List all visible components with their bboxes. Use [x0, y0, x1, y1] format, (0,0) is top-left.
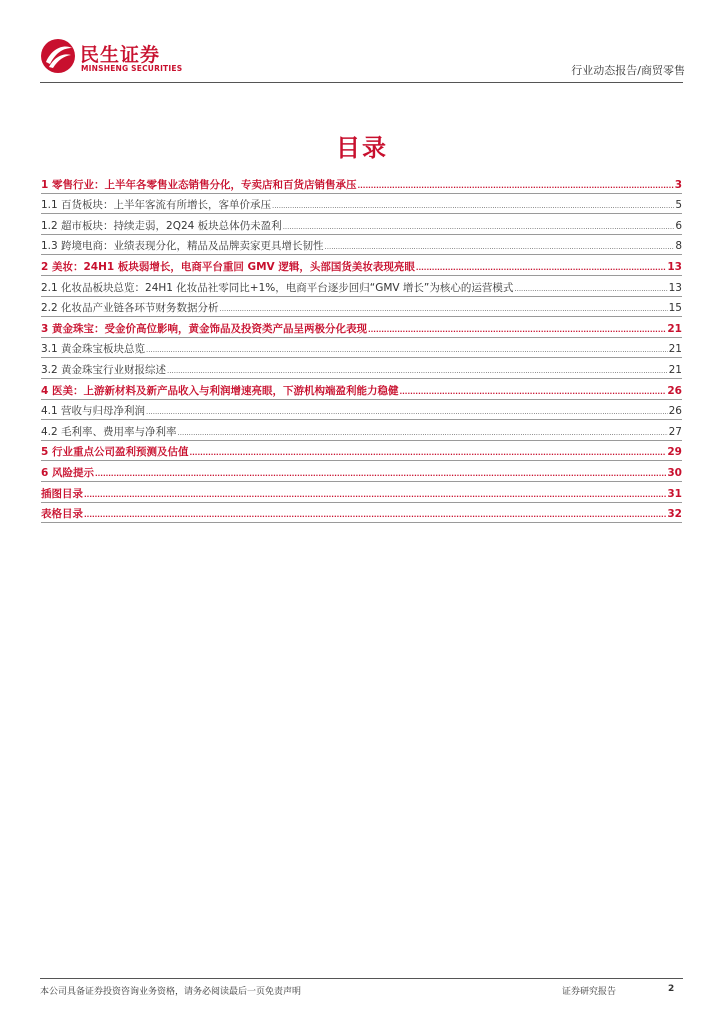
- toc-title: 目录: [336, 134, 388, 162]
- toc-entry-section[interactable]: [41, 420, 682, 441]
- toc-entry-page: 32: [667, 508, 682, 521]
- toc-entry-page: 21: [668, 363, 682, 376]
- header-divider: [40, 82, 683, 83]
- toc-entry-label: 表格目录: [41, 508, 83, 521]
- toc-entry-page: 27: [668, 425, 682, 438]
- toc-entry-chapter[interactable]: [41, 482, 682, 503]
- toc-entry-page: 29: [667, 446, 682, 459]
- toc-entry-chapter[interactable]: [41, 379, 682, 400]
- toc-leader-dots: [272, 201, 674, 211]
- toc-entry-section[interactable]: [41, 400, 682, 421]
- toc-leader-dots: [399, 387, 666, 397]
- toc-leader-dots: [95, 469, 666, 479]
- toc-entry-page: 5: [675, 199, 682, 212]
- toc-entry-page: 26: [667, 384, 682, 397]
- toc-entry-label: 2 美妆：24H1 板块弱增长，电商平台重回 GMV 逻辑，头部国货美妆表现亮眼: [41, 260, 415, 273]
- toc-leader-dots: [189, 448, 666, 458]
- toc-entry-label: 5 行业重点公司盈利预测及估值: [41, 446, 189, 459]
- toc-leader-dots: [220, 304, 668, 314]
- toc-leader-dots: [84, 510, 666, 520]
- toc-entry-page: 31: [667, 487, 682, 500]
- footer-disclaimer: 本公司具备证券投资咨询业务资格，请务必阅读最后一页免责声明: [40, 987, 302, 997]
- toc-entry-label: 1.3 跨境电商：业绩表现分化，精品及品牌卖家更具增长韧性: [41, 240, 324, 253]
- toc-entry-section[interactable]: [41, 297, 682, 318]
- toc-leader-dots: [84, 490, 666, 500]
- footer-report-type: 证券研究报告: [562, 987, 617, 997]
- minsheng-emblem-icon: [40, 38, 76, 74]
- table-of-contents: [41, 173, 682, 523]
- toc-leader-dots: [146, 345, 668, 355]
- toc-leader-dots: [514, 284, 667, 294]
- page-number: 2: [668, 984, 675, 994]
- logo-text-en: MINSHENG SECURITIES: [81, 64, 183, 73]
- toc-entry-chapter[interactable]: [41, 503, 682, 524]
- page-header: [40, 36, 685, 84]
- logo-text-cn: 民生证券: [80, 44, 161, 66]
- toc-leader-dots: [325, 242, 675, 252]
- toc-leader-dots: [167, 366, 668, 376]
- toc-entry-label: 1.1 百货板块：上半年客流有所增长，客单价承压: [41, 199, 272, 212]
- toc-entry-chapter[interactable]: [41, 441, 682, 462]
- toc-leader-dots: [368, 325, 666, 335]
- toc-entry-section[interactable]: [41, 214, 682, 235]
- toc-entry-chapter[interactable]: [41, 173, 682, 194]
- toc-entry-label: 3.2 黄金珠宝行业财报综述: [41, 363, 167, 376]
- minsheng-logo: [40, 36, 280, 80]
- toc-entry-chapter[interactable]: [41, 461, 682, 482]
- toc-entry-label: 插图目录: [41, 487, 83, 500]
- toc-entry-chapter[interactable]: [41, 317, 682, 338]
- toc-entry-page: 30: [667, 466, 682, 479]
- toc-leader-dots: [283, 222, 675, 232]
- report-category: 行业动态报告/商贸零售: [571, 64, 685, 77]
- toc-entry-page: 13: [668, 281, 682, 294]
- toc-entry-label: 6 风险提示: [41, 466, 94, 479]
- toc-leader-dots: [357, 181, 673, 191]
- toc-entry-page: 26: [668, 405, 682, 418]
- footer-divider: [40, 978, 683, 979]
- toc-entry-section[interactable]: [41, 358, 682, 379]
- toc-entry-section[interactable]: [41, 276, 682, 297]
- toc-entry-page: 13: [667, 260, 682, 273]
- toc-entry-page: 21: [667, 322, 682, 335]
- toc-entry-section[interactable]: [41, 235, 682, 256]
- toc-leader-dots: [146, 407, 668, 417]
- toc-entry-label: 3.1 黄金珠宝板块总览: [41, 343, 146, 356]
- toc-entry-page: 6: [675, 219, 682, 232]
- toc-entry-page: 21: [668, 343, 682, 356]
- toc-entry-label: 3 黄金珠宝：受金价高位影响，黄金饰品及投资类产品呈两极分化表现: [41, 322, 367, 335]
- toc-entry-section[interactable]: [41, 194, 682, 215]
- toc-entry-page: 3: [674, 178, 682, 191]
- toc-entry-page: 15: [668, 302, 682, 315]
- toc-entry-label: 1 零售行业：上半年各零售业态销售分化，专卖店和百货店销售承压: [41, 178, 357, 191]
- toc-entry-label: 4.1 营收与归母净利润: [41, 405, 146, 418]
- toc-leader-dots: [178, 428, 668, 438]
- toc-leader-dots: [416, 263, 667, 273]
- toc-entry-label: 4 医美：上游新材料及新产品收入与利润增速亮眼，下游机构端盈利能力稳健: [41, 384, 399, 397]
- toc-entry-label: 2.1 化妆品板块总览：24H1 化妆品社零同比+1%，电商平台逐步回归“GMV 增长”为核心的运营模式: [41, 281, 514, 294]
- toc-entry-label: 1.2 超市板块：持续走弱，2Q24 板块总体仍未盈利: [41, 219, 282, 232]
- toc-entry-page: 8: [675, 240, 682, 253]
- toc-entry-label: 4.2 毛利率、费用率与净利率: [41, 425, 177, 438]
- toc-entry-section[interactable]: [41, 338, 682, 359]
- toc-entry-label: 2.2 化妆品产业链各环节财务数据分析: [41, 302, 219, 315]
- toc-entry-chapter[interactable]: [41, 255, 682, 276]
